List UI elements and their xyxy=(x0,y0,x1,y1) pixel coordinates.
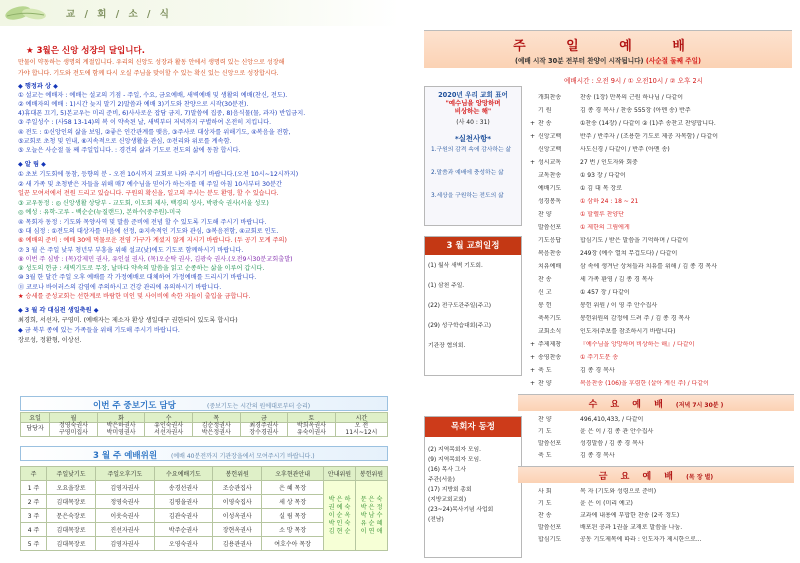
notice-item: 4)휴대폰 끄기, 5)본교우는 미리 준비, 6)사사로운 잡담 금지, 7)말씀에 집중, 8)음식물(물, 과자) 반입금지. xyxy=(18,110,306,117)
table-cell: 오 전 11시~12시 xyxy=(335,423,387,437)
table-header-cell: 토 xyxy=(288,413,336,423)
stand-mark: + xyxy=(530,380,536,387)
order-label: 축 도 xyxy=(538,452,552,459)
order-detail: 윤 은 이 (미리 예고) xyxy=(580,500,633,507)
order-detail: 윤 은 이 / 김 종 관 안수집사 xyxy=(580,428,654,435)
sunday-service-title: 주 일 예 배 xyxy=(513,39,703,54)
motto-year: 2020년 우리 교회 표어 xyxy=(438,91,508,99)
practice-title: *실천사항* xyxy=(454,134,492,143)
notice-item: 최경희, 서선자, 구영미. (예배자는 제소자 환상 생일대구 권한되어 있도록 합시다) xyxy=(18,317,238,324)
order-detail: ① 93 장 / 다같이 xyxy=(580,172,626,179)
table-header-cell: 금 xyxy=(240,413,288,423)
section-heading: ◆ 3 월 각 대심전 생일축원 ◆ xyxy=(18,307,99,314)
notice-item: ② 새 가족 및 초청받은 자들을 위해 매7 예수님을 믿어가 하는자를 매 주일 아침 10시부터 30분간 xyxy=(18,181,282,188)
service-order-row xyxy=(530,367,792,375)
notice-item: ⑤교회로 초청 및 인내, ⑥지속적으로 신앙생활을 관심, ⑦전리와 위로를 계속함. xyxy=(18,138,232,145)
table-cell: 조승관집사 xyxy=(213,481,262,495)
order-label: 주제제창 xyxy=(538,341,562,348)
order-detail: 성경말씀 / 김 종 경 목사 xyxy=(580,440,644,447)
wednesday-service-title xyxy=(518,397,794,410)
order-detail: 김 종 경 목사 xyxy=(580,452,615,459)
table-cell: 이영숙집사 xyxy=(213,495,262,509)
order-label: 찬 송 xyxy=(538,512,552,519)
fri-order-row xyxy=(530,488,792,496)
table-cell: 오영숙권사 xyxy=(154,537,213,551)
service-order-row xyxy=(530,302,792,310)
service-order-row xyxy=(530,289,792,297)
fri-order-row xyxy=(530,500,792,508)
order-label: 교회소식 xyxy=(538,328,562,335)
table-cell: 박은하권사 박미영권사 xyxy=(97,423,145,437)
table-cell: 정영숙권사 xyxy=(96,495,155,509)
table-header-cell: 주일낮기도 xyxy=(47,467,96,481)
pastor-activity-item: (전남) xyxy=(428,517,444,523)
table-header-cell: 화 xyxy=(97,413,145,423)
table-header-row xyxy=(21,467,388,481)
table-header-cell: 주 xyxy=(21,467,47,481)
schedule-title: 3 월 교회일정 xyxy=(425,237,521,255)
subtitle-highlight: (사순절 둘째 주일) xyxy=(645,57,702,65)
fri-order-row xyxy=(530,524,792,532)
friday-service-banner xyxy=(518,466,794,483)
service-order-row xyxy=(530,224,792,232)
order-label: 축복기도 xyxy=(538,315,562,322)
service-order-row xyxy=(530,120,792,128)
month-header-bar xyxy=(20,446,388,461)
wed-title-text: 수 요 예 배 xyxy=(588,400,668,410)
order-detail: 김 종 경 목사 / 찬송 555장 (아멘 송) 반주 xyxy=(580,107,691,114)
wed-order-row xyxy=(530,440,792,448)
order-label: 기 도 xyxy=(538,500,552,507)
service-order-row xyxy=(530,172,792,180)
notice-item: ③ 주일성수 : (사58 13-14)의 복 이 약속된 날, 새벽부터 저녁까지 구별하여 온전히 지킵니다. xyxy=(18,119,272,126)
table-cell: 유인숙권사 서선자권사 xyxy=(145,423,193,437)
table-header-cell: 봉헌위원 xyxy=(213,467,262,481)
table-cell: 김대목장로 xyxy=(47,523,96,537)
table-cell: 장현옥권사 xyxy=(213,523,262,537)
order-detail: 496,410,433, / 다같이 xyxy=(580,416,644,423)
duty-table xyxy=(20,412,388,437)
service-order-row xyxy=(530,133,792,141)
stand-mark: + xyxy=(530,367,536,374)
fri-order-row xyxy=(530,512,792,520)
order-detail: 배포된 공과 1권을 교재로 말씀을 나눔. xyxy=(580,524,683,531)
practice-item: 3.세상을 구원하는 전도의 삶 xyxy=(431,193,504,199)
table-cell: 김영자권사 xyxy=(96,537,155,551)
notice-item: ① 초보 기도회에 동참, 등향의 분 - 오전 10시까지 교회로 나와 주시기 바랍니다.(오전 10시~12시까지) xyxy=(18,171,299,178)
leaf-icon xyxy=(4,3,48,23)
order-detail: 교과에 내용에 부합한 찬송 (2곡 정도) xyxy=(580,512,680,519)
wednesday-service-banner xyxy=(518,394,794,411)
duty-header-bar xyxy=(20,396,388,411)
schedule-box xyxy=(424,236,522,376)
intro-line: 만물이 약동하는 생명의 계절입니다. 우리의 신앙도 성장과 활동 안에서 생명력 있는 신앙으로 성장해 xyxy=(18,59,285,66)
schedule-item: (1) 월삭 새벽 기도회. xyxy=(428,263,483,269)
order-label: 성경봉독 xyxy=(538,198,562,205)
schedule-item: (1) 삼천 주일. xyxy=(428,283,465,289)
table-header-row xyxy=(21,413,388,423)
order-label: 신 고 xyxy=(538,289,552,296)
table-cell: 문은숙장로 xyxy=(47,509,96,523)
pastor-activity-item: (17) 지방회 총회 xyxy=(428,487,472,493)
pastor-activity-item: (2) 지역목회자 모임. xyxy=(428,447,481,453)
order-detail: 『예수님을 앙망하며 비상하는 해』/ 다같이 xyxy=(580,341,695,348)
schedule-item: (29) 성구학습대회(주고) xyxy=(428,323,492,329)
order-label: 신앙고백 xyxy=(538,133,562,140)
table-header-cell: 오후현관안내 xyxy=(262,467,324,481)
table-cell: 김대목장로 xyxy=(47,495,96,509)
notice-item: ⑥ 예배의 준비 : 예배 30에 먹물로운 전염 가구가 계셨지 않게 지시기 바랍니다. (두 공기 모계 주의) xyxy=(18,237,287,244)
fri-title-text: 금 요 예 배 xyxy=(598,472,678,482)
table-cell: 진선자권사 xyxy=(96,523,155,537)
order-label: 찬 양 xyxy=(538,416,552,423)
sidebar xyxy=(424,86,522,558)
notice-item: ⑦ 3 월 은 주일 낮부 청년부 부흥을 위해 설교(낮)에도 기도로 함께하시기 바랍니다. xyxy=(18,247,244,254)
schedule-item: (22) 전구도관주일(주고) xyxy=(428,303,492,309)
order-detail: 공동 기도제목에 따라 : 인도자가 제시한으로... xyxy=(580,536,702,543)
wed-order-row xyxy=(530,428,792,436)
stand-mark: + xyxy=(530,120,536,127)
table-cell: 김관숙권사 xyxy=(154,509,213,523)
table-cell: 김평을권사 xyxy=(154,495,213,509)
table-cell: 5 주 xyxy=(21,537,47,551)
order-label: 신앙고백 xyxy=(538,146,562,153)
table-cell: 정영숙권사 구영미집사 xyxy=(50,423,98,437)
order-detail: 사도신경 / 다같이 / 반주 (아멘 송) xyxy=(580,146,670,153)
stand-mark: + xyxy=(530,159,536,166)
fri-order-row xyxy=(530,536,792,544)
table-cell: 4 주 xyxy=(21,523,47,537)
order-detail: 봉헌위원의 감정에 드려 주 / 김 종 경 목사 xyxy=(580,315,691,322)
order-detail: ① 김 대 목 장로 xyxy=(580,185,622,192)
service-order-row xyxy=(530,250,792,258)
notice-item: ① 설교는 예배자 : 예배는 설교의 기점 - 주일, 수요, 금요예배, 새벽예배 및 생활의 예배(찬신, 전도). xyxy=(18,92,288,99)
table-cell: 송경선권사 xyxy=(154,481,213,495)
order-label: 기 도 xyxy=(538,428,552,435)
table-header-cell: 봉헌위원 xyxy=(356,467,388,481)
order-detail: 27 번 / 인도자와 회중 xyxy=(580,159,638,166)
order-detail: ① 주기도문 송 xyxy=(580,354,619,361)
order-detail: 복음찬송 (106)을 후렴한 (살아 계신 주) / 다같이 xyxy=(580,380,709,387)
order-label: 치유예배 xyxy=(538,263,562,270)
service-order-row xyxy=(530,211,792,219)
service-order-row xyxy=(530,185,792,193)
order-label: 봉 헌 xyxy=(538,302,552,309)
section-heading: ◆ 알 림 ◆ xyxy=(18,161,46,168)
wed-order-row xyxy=(530,416,792,424)
notice-item: ⑪ 코로나 바이러스의 감염에 주의하시고 건강 관리에 유의하시기 바랍니다. xyxy=(18,284,222,291)
order-label: 말씀선포 xyxy=(538,524,562,531)
table-cell: 박희옥권사 유숙이권사 xyxy=(288,423,336,437)
page-title: 교 / 회 / 소 / 식 xyxy=(66,9,172,20)
order-label: 말씀선포 xyxy=(538,224,562,231)
order-label: 찬 양 xyxy=(538,211,552,218)
month-subtitle: (예배 40분전까지 기관장을에서 모여주시기 바랍니다.) xyxy=(171,453,315,460)
order-detail: 세 가족 환영 / 김 종 경 목사 xyxy=(580,276,654,283)
service-time: 예배시간 : 오전 9시 / ① 오전10시 / ② 오후 2시 xyxy=(564,77,704,85)
order-label: 기도응답 xyxy=(538,237,562,244)
order-detail: 반주 / 반주자 / (조용한 기도로 제공 자목함) / 다같이 xyxy=(580,133,719,140)
practice-item: 2.말씀과 예배에 충성하는 삶 xyxy=(431,170,504,176)
table-cell: 세 상 목장 xyxy=(262,495,324,509)
order-label: 교독찬송 xyxy=(538,172,562,179)
section-heading: ◆ 행정과 상 ◆ xyxy=(18,83,58,90)
notice-item: ⑤ 오늘은 사순절 둘 째 주일입니다. : 경건의 삶과 기도로 전도의 삶에 동참 합시다. xyxy=(18,147,241,154)
notice-item: ② 예배자의 예배 : 1)시간 늦지 말기 2)말씀과 예배 3)기도와 찬양으로 시작(30분전). xyxy=(18,101,249,108)
sunday-service-banner xyxy=(424,30,792,68)
right-page xyxy=(414,0,800,563)
table-cell: 3 주 xyxy=(21,509,47,523)
notice-item: ◆ 금 북부 종에 있는 가족들을 위해 기도해 주시기 바랍니다. xyxy=(18,327,180,334)
table-cell: 은 혜 목장 xyxy=(262,481,324,495)
wed-order-row xyxy=(530,452,792,460)
pastor-activity-title: 목회자 동정 xyxy=(425,417,521,437)
order-detail: 합심기도 / 받은 말씀을 기억하며 / 다같이 xyxy=(580,237,689,244)
table-cell: 이성옥권사 xyxy=(213,509,262,523)
order-detail: ① 제한의 그림에게 xyxy=(580,224,630,231)
schedule-item: 기관장 협의회. xyxy=(428,343,466,349)
intro-line: 가야 합니다. 기도와 전도에 함께 다시 오실 주님을 맞이할 수 있는 확신 있는 신앙으로 성장합시다. xyxy=(18,70,279,77)
table-cell: 이웃숙권사 xyxy=(96,509,155,523)
subtitle-text: (예배 시작 30분 전부터 찬양이 시작됩니다) xyxy=(514,57,644,65)
order-detail: 목 자 (기도와 성령으로 준비) xyxy=(580,488,657,495)
table-header-cell: 주일오후기도 xyxy=(96,467,155,481)
month-title: 3 월 주 예배위원 xyxy=(93,451,158,461)
notice-item: ③ 교우동정 : ◎ 신앙생활 상당부 - 교도회, 이도회 제사, 백경의 성사, 박광숙 권사(서울 성모) xyxy=(18,200,269,207)
order-label: 찬 송 xyxy=(538,120,552,127)
service-order-row xyxy=(530,276,792,284)
notice-item: 일꾼 모여서에서 전원 드리고 있습니다. 구원의 확신을, 일고의 주시는 분도 환영, 할 수 있습니다. xyxy=(18,190,279,197)
month-table xyxy=(20,466,388,551)
notice-item: ⑨ 성도의 헌금 : 새벽기도로 무장, 날마다 약속의 말씀을 읽고 순종하는 삶을 이루어 갑시다. xyxy=(18,265,265,272)
notice-item: ⑩ 3월 한 달간 주일 오후 예배를 각 가정예배로 대체하여 가정예배를 드리시기 바랍니다. xyxy=(18,274,257,281)
stand-mark: + xyxy=(530,133,536,140)
table-row xyxy=(21,423,388,437)
table-cell: 최경주권사 장수경권사 xyxy=(240,423,288,437)
stand-mark: + xyxy=(530,354,536,361)
order-label: 기 원 xyxy=(538,107,552,114)
table-header-cell: 수요예배기도 xyxy=(154,467,213,481)
motto-quote: "예수님을 앙망하며 비상하는 해" xyxy=(445,99,501,115)
table-cell: 2 주 xyxy=(21,495,47,509)
order-label: 찬 송 xyxy=(538,276,552,283)
table-header-cell: 수 xyxy=(145,413,193,423)
order-detail: 김 종 경 목사 xyxy=(580,367,615,374)
pastor-activity-item: (23~24)목사기념 사업회 xyxy=(428,507,494,513)
order-detail: 봉헌 위원 / 이 영 주 안수집사 xyxy=(580,302,658,309)
order-label: 송영찬송 xyxy=(538,354,562,361)
notice-item: ★ 승세를 준성교회는 선한계로 바람한 미인 및 사이비에 속한 자들이 출입을 금합니다. xyxy=(18,293,251,300)
practice-item: 1.구원의 감격 속에 감사하는 삶 xyxy=(431,147,512,153)
notice-item: ④ 전도 : ①신앙인의 삶을 보임, ②좋은 인간관계를 맺음, ③주사로 대상자를 위해기도, ④복음을 전함, xyxy=(18,129,291,136)
pastor-activity-item: (9) 지역목회자 모임. xyxy=(428,457,481,463)
order-detail: 삼 속에 생겨난 상처들과 치유를 위해 / 김 종 경 목사 xyxy=(580,263,718,270)
table-row xyxy=(21,481,388,495)
order-detail: 찬송 (1장) 만복의 근원 하나님 / 다같이 xyxy=(580,94,684,101)
notice-item: ⑧ 이번 주 심방 : (목)강제민 권사, 유인설 권사, (목)오순탁 권사, 김광숙 권사.(오전9시30분교회출발) xyxy=(18,256,293,263)
table-cell: 김대목장로 xyxy=(47,537,96,551)
service-order-row xyxy=(530,315,792,323)
table-cell: 박주순권사 xyxy=(154,523,213,537)
order-label: 예배기도 xyxy=(538,185,562,192)
table-header-cell: 시간 xyxy=(335,413,387,423)
pastor-activity-item: (지방교회교회) xyxy=(428,497,467,503)
order-detail: ① 삼하 24 : 18 ~ 21 xyxy=(580,198,639,205)
table-header-cell: 월 xyxy=(50,413,98,423)
pastor-activity-item: 주관(서울) xyxy=(428,477,455,483)
table-cell: 실 림 목장 xyxy=(262,509,324,523)
pastor-activity-box xyxy=(424,416,522,558)
order-label: 성시교독 xyxy=(538,159,562,166)
stand-mark: + xyxy=(530,341,536,348)
service-order-row xyxy=(530,198,792,206)
table-cell: 여호수아 목장 xyxy=(262,537,324,551)
order-label: 말씀선포 xyxy=(538,440,562,447)
left-header xyxy=(0,0,400,26)
notice-title: ★ 3월은 신앙 성장의 달입니다. xyxy=(26,46,145,56)
notice-item: ◎ 예성 : 유학-고루 - 백순순(뉴질랜드), 본하수(중주원)-미국 xyxy=(18,209,182,216)
offering-column: 문 은 숙 박 은 정 박 남 수 유 순 혜 이 연 애 xyxy=(356,481,388,551)
notice-item: ④ 목회자 동정 : 기도와 목양사역 및 말씀 준비에 전념 할 수 있도록 기도해 주시기 바랍니다. xyxy=(18,219,267,226)
service-order-row xyxy=(530,354,792,362)
table-header-cell: 목 xyxy=(192,413,240,423)
table-cell: 담당자 xyxy=(21,423,50,437)
duty-title: 이번 주 중보기도 담당 xyxy=(93,401,176,411)
service-order-row xyxy=(530,107,792,115)
order-label: 합심기도 xyxy=(538,536,562,543)
table-cell: 소 망 목장 xyxy=(262,523,324,537)
service-order-row xyxy=(530,159,792,167)
intro-text xyxy=(18,57,388,79)
fri-title-sub: (목 장 별) xyxy=(686,474,714,481)
service-order-row xyxy=(530,237,792,245)
table-cell: 김용관권사 xyxy=(213,537,262,551)
table-cell: 1 주 xyxy=(21,481,47,495)
guide-column: 박 은 하 권 예 숙 이 순 옥 박 인 숙 김 현 순 xyxy=(324,481,356,551)
order-detail: ① 457 장 / 다같이 xyxy=(580,289,630,296)
table-cell: 김순정권사 박은정권사 xyxy=(192,423,240,437)
friday-service-title xyxy=(518,469,794,482)
table-cell: 김영자권사 xyxy=(96,481,155,495)
service-order-row xyxy=(530,380,792,388)
wed-title-sub: (저녁 7시 30분 ) xyxy=(675,402,724,409)
order-label: 찬 양 xyxy=(538,380,552,387)
motto-box xyxy=(424,86,522,226)
service-order-row xyxy=(530,263,792,271)
service-order-row xyxy=(530,94,792,102)
order-label: 축 도 xyxy=(538,367,552,374)
service-order-row xyxy=(530,341,792,349)
order-detail: 249장 (예수 열쳐 무겁도다) / 다같이 xyxy=(580,250,678,257)
service-order-row xyxy=(530,328,792,336)
order-detail: 인도자(주보를 참조하시기 바랍니다) xyxy=(580,328,676,335)
service-order-row xyxy=(530,146,792,154)
notice-item: 장로성, 정환형, 이상선. xyxy=(18,337,82,344)
duty-subtitle: (중보기도는 시간의 원에대로부터 승리) xyxy=(207,403,311,410)
notice-item: ⑤ 대 심정 : ①전도의 대상자를 마음에 선정, ②지속적인 기도와 관심, ③복음전함, ④교회로 인도. xyxy=(18,228,279,235)
pastor-activity-item: (16) 목사 그사 xyxy=(428,467,466,473)
sunday-service-subtitle xyxy=(424,55,792,65)
order-label: 개회찬송 xyxy=(538,94,562,101)
table-header-cell: 요일 xyxy=(21,413,50,423)
order-detail: ① 할렐루 찬양단 xyxy=(580,211,624,218)
table-cell: 오요을장로 xyxy=(47,481,96,495)
order-detail: ①찬송 (14장) / 다같이 ② (1)주 송찬고 찬양합니다. xyxy=(580,120,716,127)
motto-reference: (사 40 : 31) xyxy=(456,119,490,126)
order-label: 사 회 xyxy=(538,488,552,495)
order-label: 복음찬송 xyxy=(538,250,562,257)
table-header-cell: 안내위원 xyxy=(324,467,356,481)
